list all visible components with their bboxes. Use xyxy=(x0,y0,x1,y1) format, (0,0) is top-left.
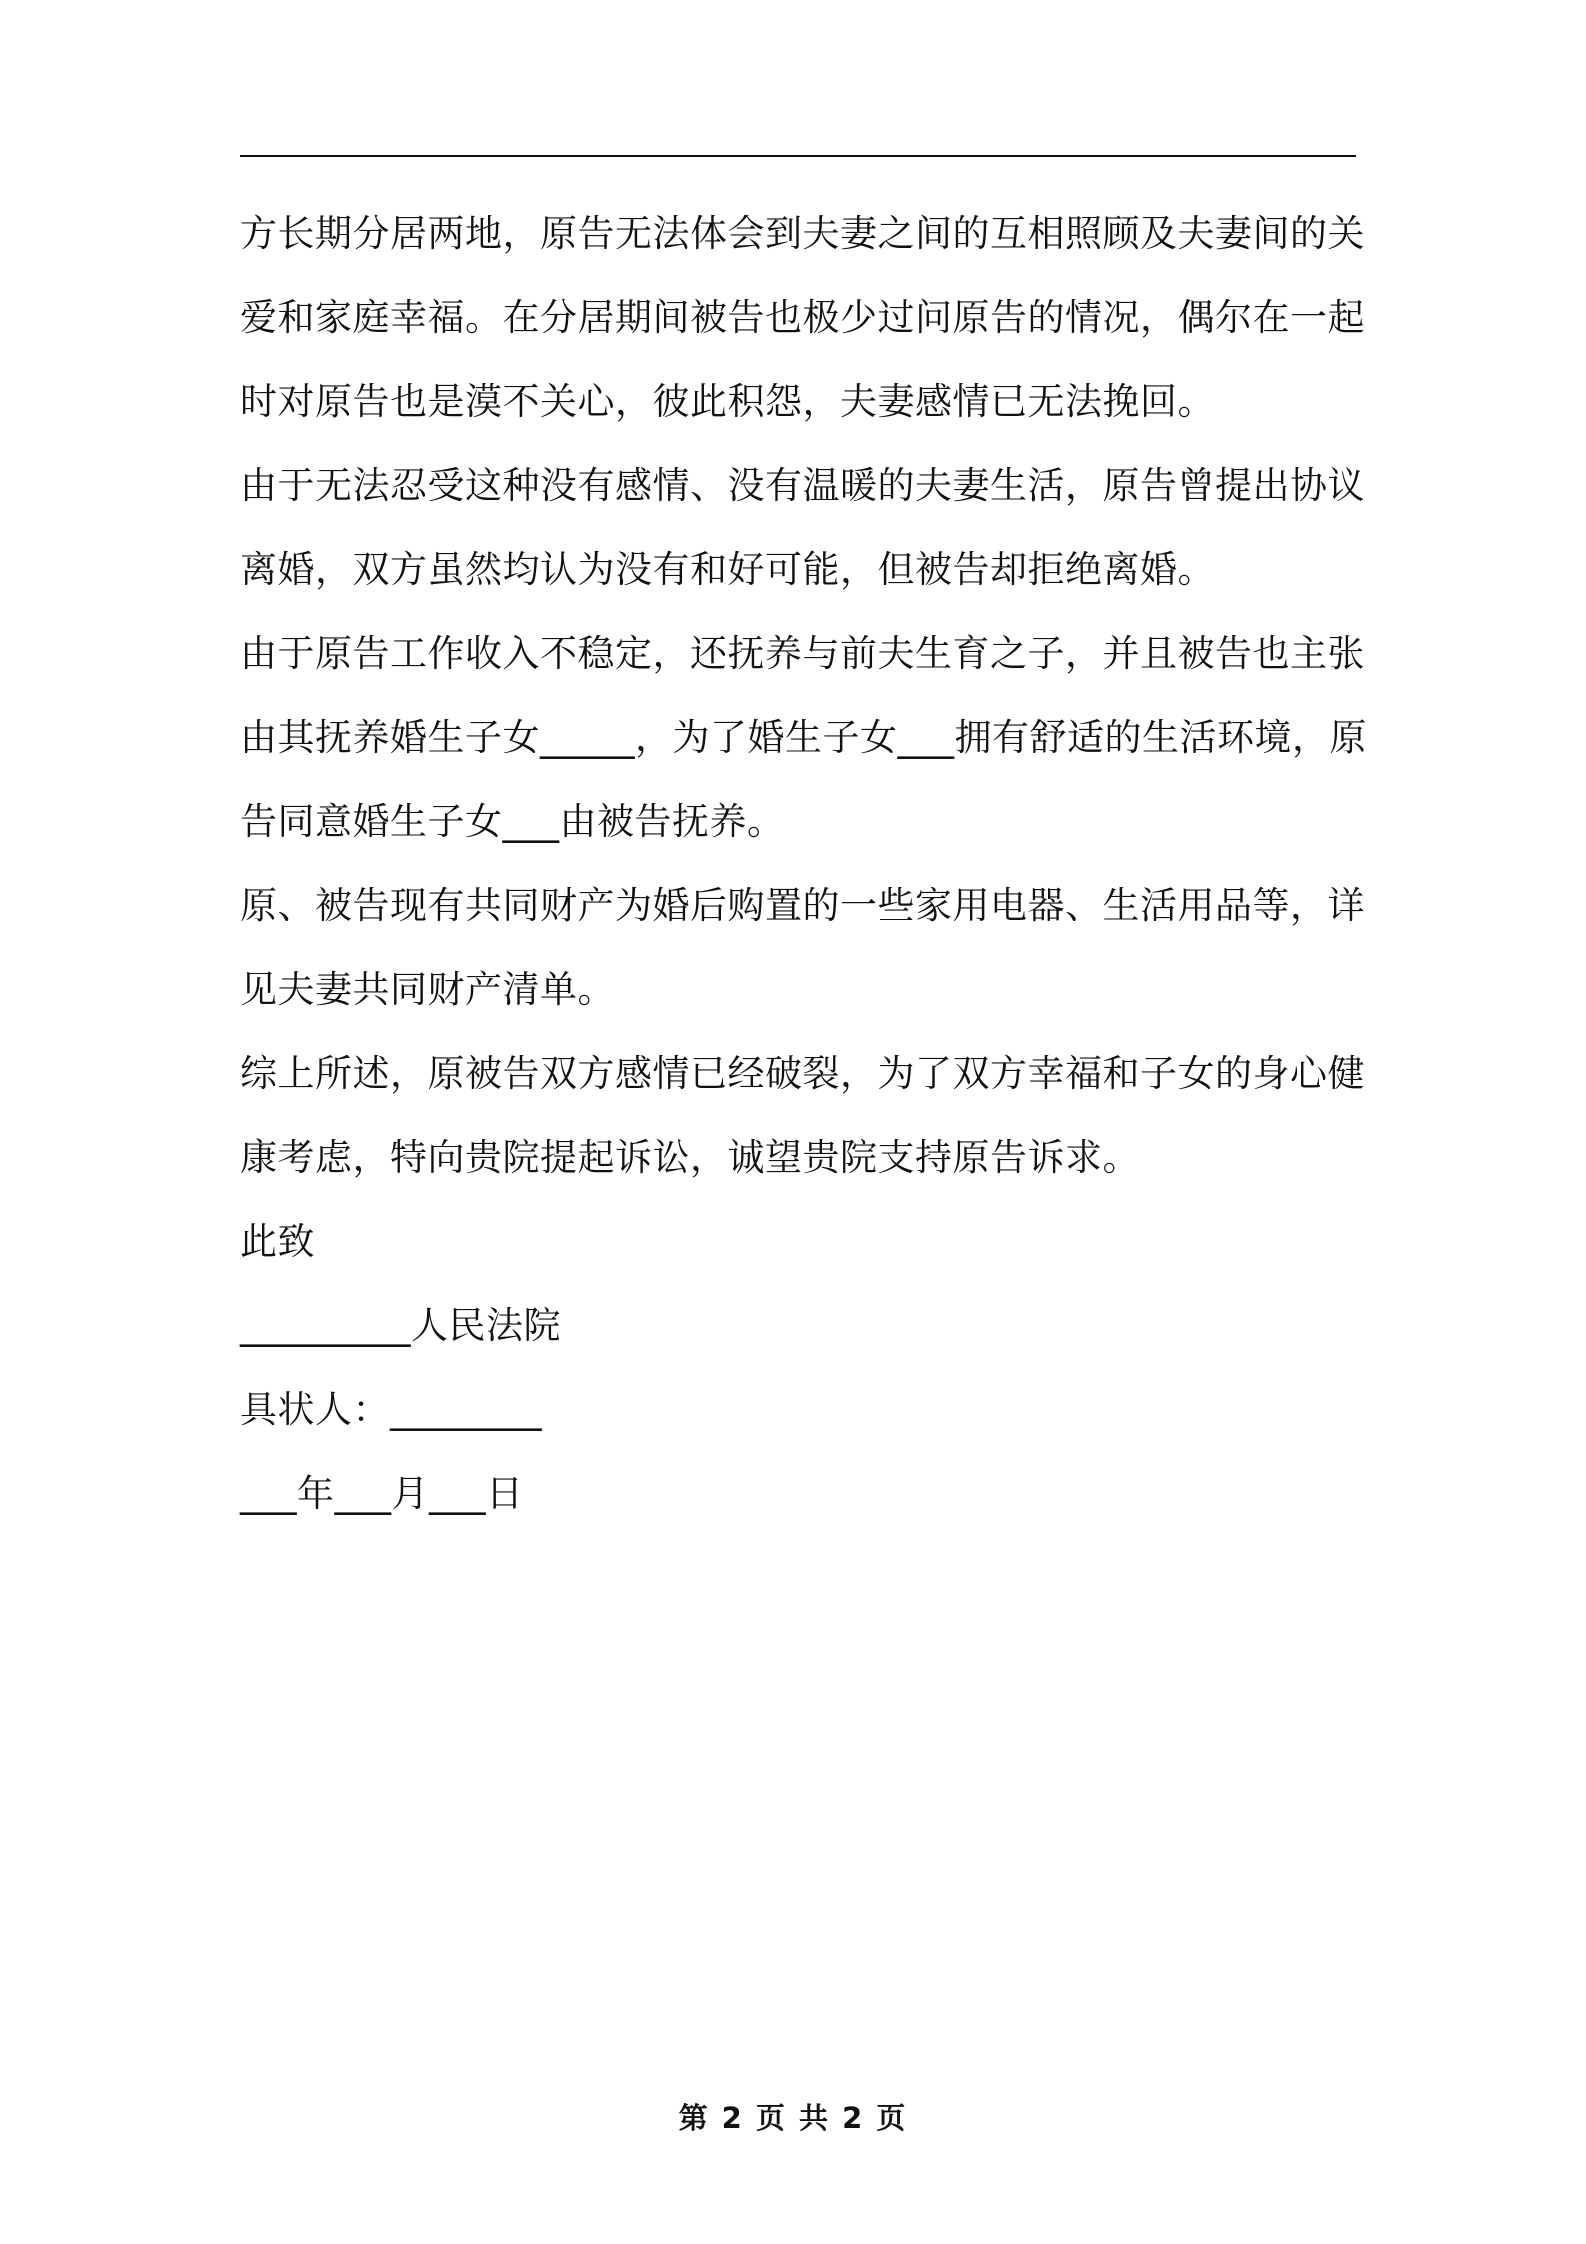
body-line: 爱和家庭幸福。在分居期间被告也极少过问原告的情况，偶尔在一起 xyxy=(240,296,1365,339)
salutation: 此致 xyxy=(240,1220,315,1263)
body-line: 方长期分居两地，原告无法体会到夫妻之间的互相照顾及夫妻间的关 xyxy=(240,212,1365,255)
body-line: 时对原告也是漠不关心，彼此积怨，夫妻感情已无法挽回。 xyxy=(240,380,1215,423)
body-line: 康考虑，特向贵院提起诉讼，诚望贵院支持原告诉求。 xyxy=(240,1136,1140,1179)
header-rule xyxy=(240,155,1356,157)
court-addressee: _________人民法院 xyxy=(240,1304,561,1347)
body-line: 由于无法忍受这种没有感情、没有温暖的夫妻生活，原告曾提出协议 xyxy=(240,464,1365,507)
body-line: 综上所述，原被告双方感情已经破裂，为了双方幸福和子女的身心健 xyxy=(240,1052,1365,1095)
document-body xyxy=(240,192,1367,1536)
body-line: 由其抚养婚生子女_____，为了婚生子女___拥有舒适的生活环境，原 xyxy=(240,716,1367,759)
signatory-line: 具状人：________ xyxy=(240,1388,542,1431)
body-line: 由于原告工作收入不稳定，还抚养与前夫生育之子，并且被告也主张 xyxy=(240,632,1365,675)
body-line: 告同意婚生子女___由被告抚养。 xyxy=(240,800,785,843)
date-line: ___年___月___日 xyxy=(240,1472,524,1515)
body-line: 离婚，双方虽然均认为没有和好可能，但被告却拒绝离婚。 xyxy=(240,548,1215,591)
body-line: 见夫妻共同财产清单。 xyxy=(240,968,615,1011)
body-line: 原、被告现有共同财产为婚后购置的一些家用电器、生活用品等，详 xyxy=(240,884,1365,927)
page-number-footer: 第 2 页 共 2 页 xyxy=(678,2101,908,2135)
